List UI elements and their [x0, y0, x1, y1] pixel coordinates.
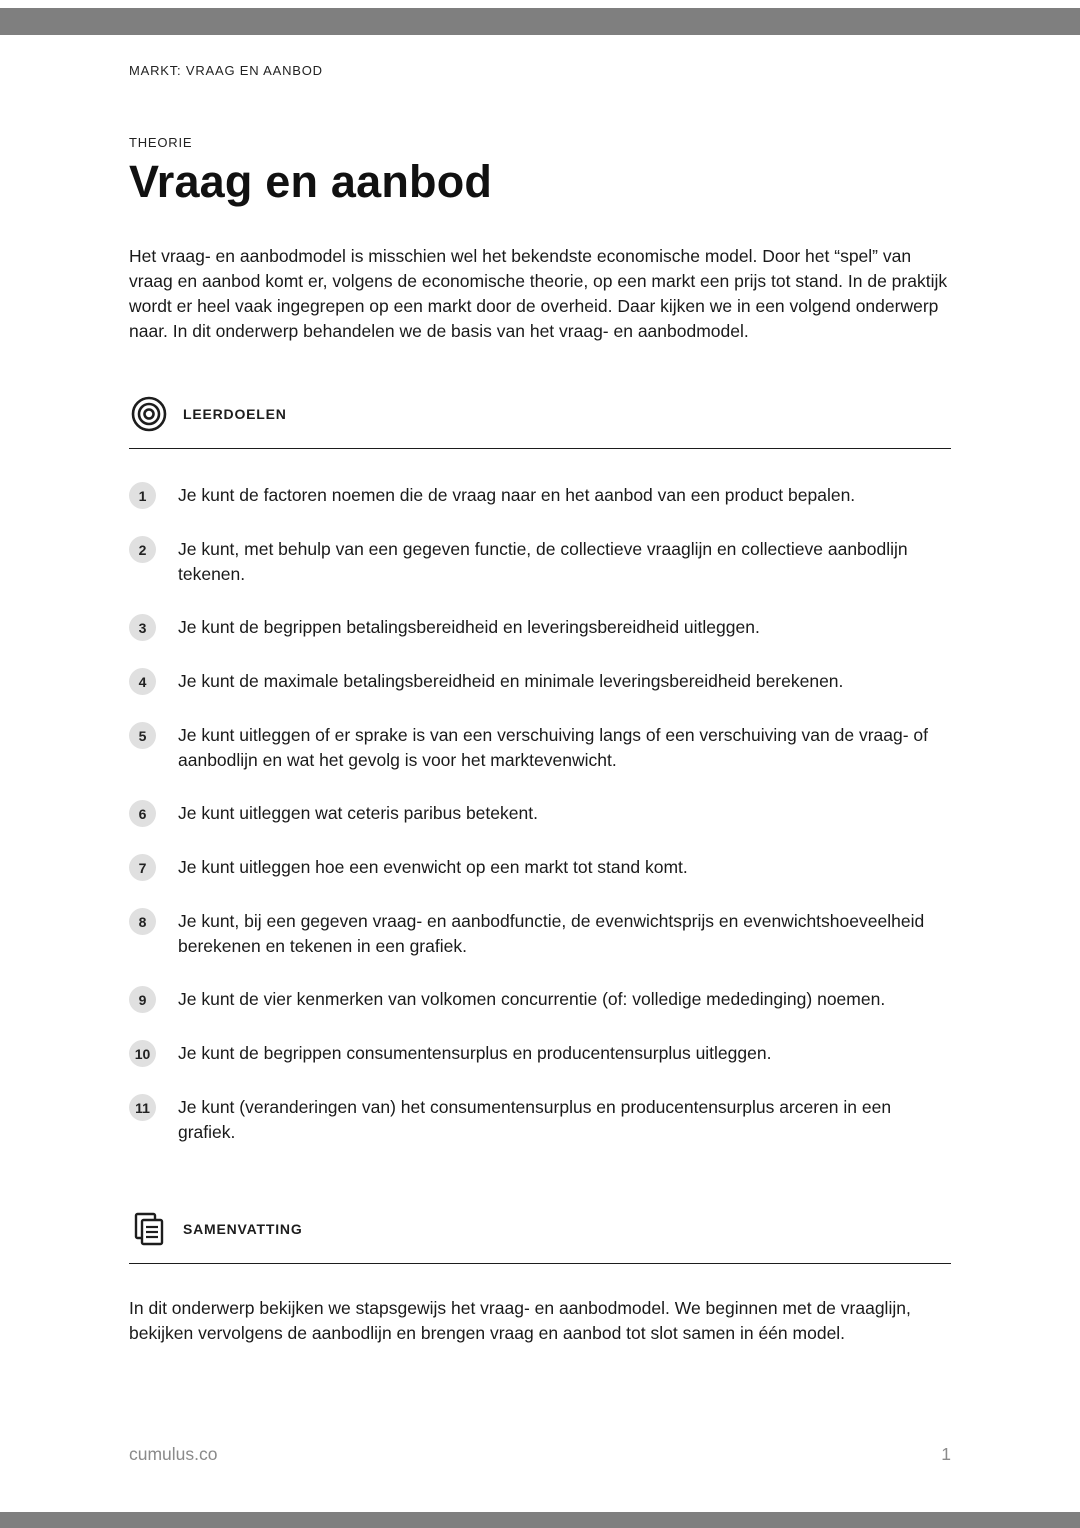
goal-number-badge: 9	[129, 986, 156, 1013]
goal-number-badge: 7	[129, 854, 156, 881]
samenvatting-heading: SAMENVATTING	[183, 1221, 303, 1237]
goal-item	[129, 1041, 951, 1067]
footer-page-number: 1	[941, 1444, 951, 1464]
summary-paragraph: In dit onderwerp bekijken we stapsgewijs het vraag- en aanbodmodel. We beginnen met de vraaglijn, bekijken vervolgens de aanbodlijn en brengen vraag en aanbod tot slot samen in één model.	[129, 1298, 911, 1343]
goal-number-badge: 5	[129, 722, 156, 749]
goal-item	[129, 855, 951, 881]
goal-text: Je kunt uitleggen wat ceteris paribus betekent.	[178, 803, 538, 823]
goal-number-badge: 10	[129, 1040, 156, 1067]
page-title: Vraag en aanbod	[129, 156, 493, 207]
page-footer	[129, 1444, 951, 1465]
goal-number-badge: 3	[129, 614, 156, 641]
goal-text: Je kunt, bij een gegeven vraag- en aanbodfunctie, de evenwichtsprijs en evenwichtshoeveelheid berekenen en tekenen in een grafiek.	[178, 911, 925, 956]
goal-item	[129, 723, 951, 773]
goal-item	[129, 615, 951, 641]
footer-brand: cumulus.co	[129, 1444, 218, 1464]
goal-item	[129, 537, 951, 587]
goal-number-badge: 4	[129, 668, 156, 695]
goal-number-badge: 8	[129, 908, 156, 935]
goal-item	[129, 1095, 951, 1145]
goal-text: Je kunt uitleggen of er sprake is van een verschuiving langs of een verschuiving van de vraag- of aanbodlijn en wat het gevolg is voor het marktevenwicht.	[178, 725, 929, 770]
goal-text: Je kunt de vier kenmerken van volkomen concurrentie (of: volledige mededinging) noemen.	[178, 989, 886, 1009]
page-content	[129, 35, 951, 1346]
goal-number-badge: 1	[129, 482, 156, 509]
goal-number-badge: 2	[129, 536, 156, 563]
goal-text: Je kunt de factoren noemen die de vraag naar en het aanbod van een product bepalen.	[178, 485, 856, 505]
running-header: MARKT: VRAAG EN AANBOD	[129, 63, 323, 78]
goal-text: Je kunt de begrippen betalingsbereidheid en leveringsbereidheid uitleggen.	[178, 617, 760, 637]
goal-number-badge: 11	[129, 1094, 156, 1121]
goal-text: Je kunt de begrippen consumentensurplus en producentensurplus uitleggen.	[178, 1043, 772, 1063]
intro-paragraph: Het vraag- en aanbodmodel is misschien wel het bekendste economische model. Door het “spel” van vraag en aanbod komt er, volgens de economische theorie, op een markt een prijs tot stand. In de praktijk wordt er heel vaak ingegrepen op een markt door de overheid. Daar kijken we in een volgend onderwerp naar. In dit onderwerp behandelen we de basis van het vraag- en aanbodmodel.	[129, 246, 948, 341]
goal-item	[129, 483, 951, 509]
leerdoelen-heading: LEERDOELEN	[183, 406, 287, 422]
bottom-gray-bar	[0, 1512, 1080, 1528]
goal-text: Je kunt, met behulp van een gegeven functie, de collectieve vraaglijn en collectieve aanbodlijn tekenen.	[178, 539, 908, 584]
goal-item	[129, 909, 951, 959]
leerdoelen-list	[129, 483, 951, 1145]
goal-item	[129, 669, 951, 695]
goal-text: Je kunt (veranderingen van) het consumentensurplus en producentensurplus arceren in een grafiek.	[178, 1097, 892, 1142]
leerdoelen-section-header	[129, 394, 951, 449]
documents-icon	[129, 1209, 169, 1249]
goal-text: Je kunt uitleggen hoe een evenwicht op een markt tot stand komt.	[178, 857, 688, 877]
goal-number-badge: 6	[129, 800, 156, 827]
top-gray-bar	[0, 8, 1080, 35]
goal-item	[129, 801, 951, 827]
target-icon	[129, 394, 169, 434]
goal-item	[129, 987, 951, 1013]
samenvatting-section-header	[129, 1209, 951, 1264]
section-kicker: THEORIE	[129, 135, 193, 150]
goal-text: Je kunt de maximale betalingsbereidheid en minimale leveringsbereidheid berekenen.	[178, 671, 844, 691]
